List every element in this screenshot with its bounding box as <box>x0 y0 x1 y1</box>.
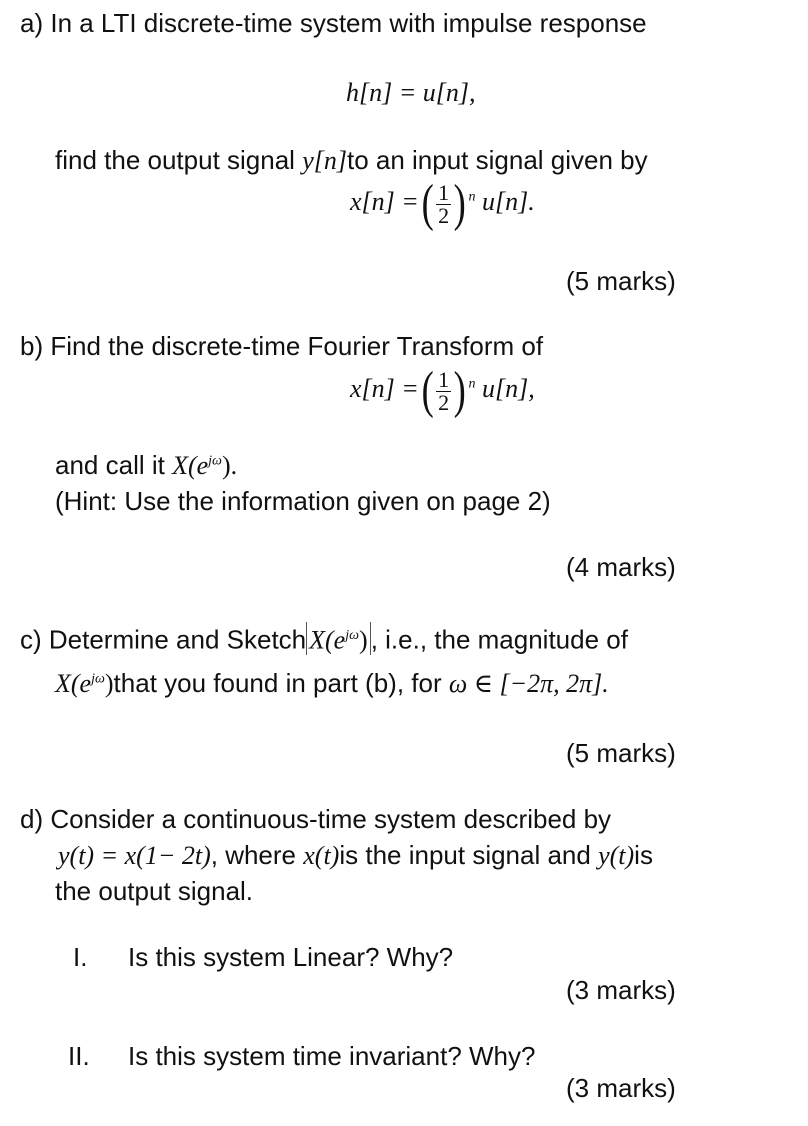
left-paren: ( <box>421 175 434 232</box>
question-1-text: Is this system Linear? Why? <box>128 942 454 972</box>
right-paren: ) <box>453 362 466 419</box>
find-suffix: to an input signal given by <box>346 145 648 175</box>
part-c-line1 <box>20 622 628 656</box>
question-1-number: I. <box>73 942 88 972</box>
dtft-symbol: $X(e^{j\omega})$. <box>172 451 238 480</box>
one-half-fraction: $\frac{1}{2}$ <box>438 179 450 228</box>
x-rhs: u[n]. <box>481 186 535 216</box>
part-d-line2: y(t) = x(1− 2t), where x(t)is the input signal and y(t)is <box>58 840 653 870</box>
part-b-input-equation <box>350 362 535 419</box>
question-2-number: II. <box>68 1041 90 1071</box>
part-c-marks: (5 marks) <box>566 738 676 768</box>
question-2-marks: (3 marks) <box>566 1073 676 1103</box>
x-lhs: x[n] = <box>350 186 419 216</box>
one-half-fraction: $\frac{1}{2}$ <box>438 366 450 415</box>
omega-range: ω ∈ [−2π, 2π]. <box>448 669 609 698</box>
part-a-find-line <box>55 145 648 176</box>
call-prefix: and call it <box>55 450 173 480</box>
part-c-text: that you found in part (b), for <box>113 668 449 698</box>
right-paren: ) <box>453 175 466 232</box>
question-2-text: Is this system time invariant? Why? <box>128 1041 536 1071</box>
output-signal-symbol: y[n] <box>302 146 347 175</box>
impulse-response-equation: h[n] = u[n], <box>346 78 476 107</box>
find-prefix: find the output signal <box>55 145 303 175</box>
part-b-marks: (4 marks) <box>566 552 676 582</box>
part-d-line1: d) Consider a continuous-time system described by <box>20 804 612 834</box>
exponent-n: n <box>468 376 476 392</box>
part-b-call-line <box>55 450 237 481</box>
part-c-line2 <box>55 668 609 699</box>
input-signal-symbol: x(t) <box>303 841 340 870</box>
question-1-marks: (3 marks) <box>566 975 676 1005</box>
part-a-input-equation <box>350 175 535 232</box>
magnitude-expression: $X(e^{j\omega})$ <box>306 622 371 655</box>
exponent-n: n <box>468 189 476 205</box>
system-equation: y(t) = x(1− 2t) <box>58 841 211 870</box>
part-a-marks: (5 marks) <box>566 266 676 296</box>
part-a-intro: a) In a LTI discrete-time system with impulse response <box>20 8 647 38</box>
part-b-intro: b) Find the discrete-time Fourier Transform of <box>20 331 544 361</box>
part-c-prefix: c) Determine and Sketch <box>20 624 307 655</box>
x-lhs: x[n] = <box>350 373 419 403</box>
part-c-suffix: , i.e., the magnitude of <box>370 624 628 655</box>
dtft-symbol: $X(e^{j\omega})$ <box>55 669 114 698</box>
output-signal-symbol: y(t) <box>598 841 635 870</box>
part-d-line3: the output signal. <box>55 876 254 906</box>
left-paren: ( <box>421 362 434 419</box>
part-b-hint: (Hint: Use the information given on page 2) <box>55 486 551 516</box>
x-rhs: u[n], <box>481 373 535 403</box>
